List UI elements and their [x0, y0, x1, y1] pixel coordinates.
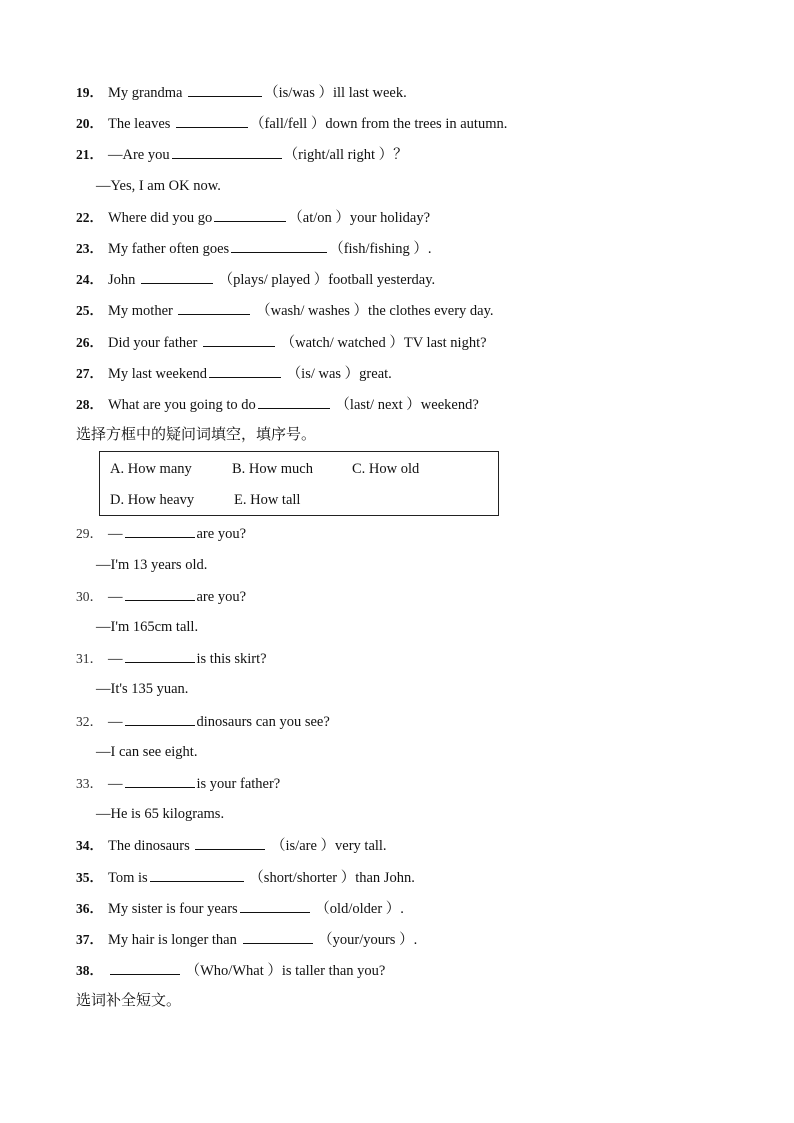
answer-blank[interactable] [141, 269, 213, 284]
option-a: A. How many [110, 461, 192, 477]
answer-blank[interactable] [176, 113, 248, 128]
answer-blank[interactable] [231, 238, 327, 253]
question-28: 28． What are you going to do （last/ next ）weekend? [76, 394, 479, 414]
answer-blank[interactable] [188, 82, 262, 97]
answer-blank[interactable] [150, 867, 244, 882]
question-30: 30． — are you? [76, 586, 246, 606]
answer-blank[interactable] [178, 300, 250, 315]
answer-blank[interactable] [125, 648, 195, 663]
reply-33: —He is 65 kilograms. [96, 806, 225, 822]
question-33: 33． — is your father? [76, 773, 280, 793]
option-c: C. How old [352, 461, 420, 477]
answer-blank[interactable] [110, 960, 180, 975]
question-21: 21． —Are you （right/all right ）？ [76, 144, 408, 164]
question-38: 38． （Who/What ）is taller than you? [76, 960, 385, 980]
question-25: 25． My mother （wash/ washes ）the clothes every day. [76, 300, 494, 320]
answer-blank[interactable] [125, 711, 195, 726]
answer-blank[interactable] [214, 207, 286, 222]
section-title-question-words: 选择方框中的疑问词填空，填序号。 [76, 425, 317, 443]
reply-32: —I can see eight. [96, 744, 198, 760]
question-34: 34． The dinosaurs （is/are ）very tall. [76, 835, 387, 855]
answer-blank[interactable] [209, 363, 281, 378]
answer-blank[interactable] [195, 835, 265, 850]
question-19: 19． My grandma （is/was ）ill last week. [76, 82, 407, 102]
answer-blank[interactable] [125, 586, 195, 601]
section-title-passage: 选词补全短文。 [76, 991, 182, 1009]
question-37: 37． My hair is longer than （your/yours ）. [76, 929, 417, 949]
reply-31: —It's 135 yuan. [96, 681, 189, 697]
answer-blank[interactable] [240, 898, 310, 913]
question-24: 24． John （plays/ played ）football yesterday. [76, 269, 435, 289]
question-36: 36． My sister is four years （old/older ）. [76, 898, 404, 918]
question-26: 26． Did your father （watch/ watched ）TV last night? [76, 332, 487, 352]
reply-30: —I'm 165cm tall. [96, 619, 199, 635]
reply-21: —Yes, I am OK now. [96, 178, 221, 194]
answer-blank[interactable] [243, 929, 313, 944]
question-23: 23． My father often goes （fish/fishing ）. [76, 238, 432, 258]
options-box [99, 451, 499, 516]
answer-blank[interactable] [172, 144, 282, 159]
answer-blank[interactable] [258, 394, 330, 409]
question-29: 29． — are you? [76, 523, 246, 543]
answer-blank[interactable] [203, 332, 275, 347]
question-22: 22． Where did you go （at/on ）your holiday? [76, 207, 430, 227]
question-27: 27． My last weekend （is/ was ）great. [76, 363, 392, 383]
option-b: B. How much [232, 461, 313, 477]
answer-blank[interactable] [125, 773, 195, 788]
question-31: 31． — is this skirt? [76, 648, 267, 668]
question-20: 20． The leaves （fall/fell ）down from the trees in autumn. [76, 113, 507, 133]
question-32: 32． — dinosaurs can you see? [76, 711, 330, 731]
answer-blank[interactable] [125, 523, 195, 538]
reply-29: —I'm 13 years old. [96, 557, 208, 573]
question-35: 35． Tom is （short/shorter ）than John. [76, 867, 415, 887]
option-e: E. How tall [234, 492, 301, 508]
option-d: D. How heavy [110, 492, 195, 508]
